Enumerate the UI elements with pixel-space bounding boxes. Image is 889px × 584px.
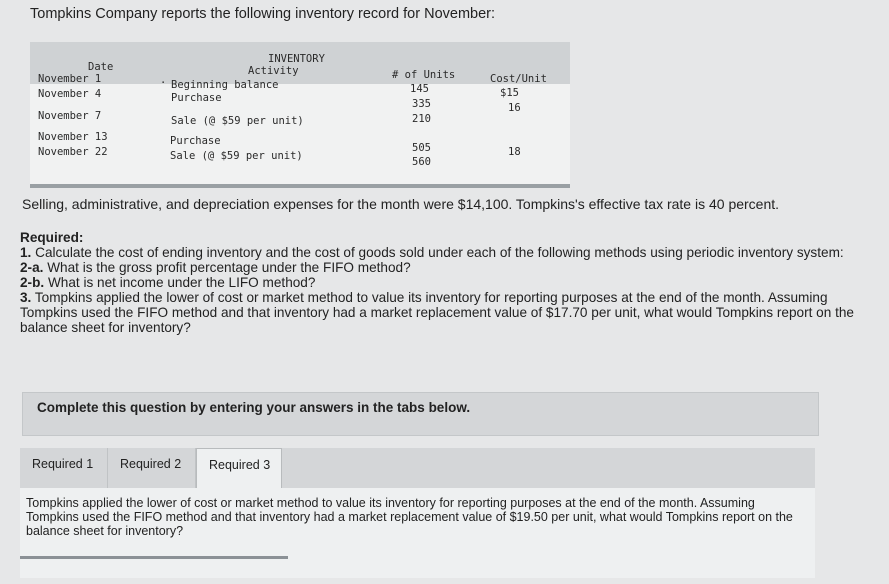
question-2b — [20, 275, 875, 290]
row2-date: November 4 — [38, 88, 102, 100]
question-3 — [20, 290, 875, 335]
header-cost: Cost/Unit — [490, 73, 547, 85]
header-inventory: INVENTORY — [268, 53, 325, 65]
intro-text: Tompkins Company reports the following inventory record for November: — [30, 6, 496, 22]
tab-bar — [20, 448, 815, 488]
inventory-table — [30, 42, 570, 188]
row1-bullet: · — [160, 77, 167, 89]
row2-cost: 16 — [508, 102, 521, 114]
question-1 — [20, 245, 875, 260]
required-section — [20, 230, 875, 335]
row3-units: 210 — [412, 113, 431, 125]
question-1-text: Calculate the cost of ending inventory and the cost of goods sold under each of the following methods using periodic inventory system: — [31, 245, 844, 260]
tab-required-2[interactable]: Required 2 — [108, 448, 196, 488]
header-activity: Activity — [248, 65, 299, 77]
instruction-text: Complete this question by entering your answers in the tabs below. — [37, 400, 471, 415]
header-date: Date — [88, 61, 114, 73]
row1-activity: Beginning balance — [171, 79, 279, 91]
row4-activity: Purchase — [170, 135, 221, 147]
question-2a-num: 2-a. — [20, 260, 44, 275]
row3-date: November 7 — [38, 110, 102, 122]
row4-date: November 13 — [38, 131, 108, 143]
progress-line — [20, 556, 288, 559]
required-label: Required: — [20, 230, 84, 245]
row1-date: November 1 — [38, 73, 102, 85]
instruction-banner — [22, 392, 819, 436]
question-3-num: 3. — [20, 290, 32, 305]
row2-units: 335 — [412, 98, 431, 110]
row5-date: November 22 — [38, 146, 108, 158]
row2-activity: Purchase — [171, 92, 222, 104]
question-3-text: Tompkins applied the lower of cost or market method to value its inventory for reporting purposes at the end of the month. Assuming Tompkins used the FIFO method and that inventory had a market replacement value of $17.70 per unit, what would Tompkins report on the balance sheet for inventory? — [20, 290, 854, 335]
answer-panel — [20, 488, 815, 578]
row4-units: 505 — [412, 142, 431, 154]
question-2b-text: What is net income under the LIFO method? — [44, 275, 316, 290]
question-2a — [20, 260, 875, 275]
row1-units: 145 — [410, 83, 429, 95]
answer-prompt: Tompkins applied the lower of cost or market method to value its inventory for reporting purposes at the end of the month. Assuming Tompkins used the FIFO method and that inventory had a market replacement value of $19.50 per unit, what would Tompkins report on the balance sheet for inventory? — [26, 496, 793, 538]
row1-cost: $15 — [500, 87, 519, 99]
question-2a-text: What is the gross profit percentage under the FIFO method? — [43, 260, 411, 275]
question-1-num: 1. — [20, 245, 32, 260]
expenses-text: Selling, administrative, and depreciation expenses for the month were $14,100. Tompkins's effective tax rate is 40 percent. — [22, 196, 780, 212]
row5-activity: Sale (@ $59 per unit) — [170, 150, 303, 162]
row5-units: 560 — [412, 156, 431, 168]
row3-activity: Sale (@ $59 per unit) — [171, 115, 304, 127]
header-units: # of Units — [392, 69, 456, 81]
question-2b-num: 2-b. — [20, 275, 45, 290]
tab-required-3[interactable]: Required 3 — [196, 448, 282, 490]
tab-required-1[interactable]: Required 1 — [20, 448, 108, 488]
row4-cost: 18 — [508, 146, 521, 158]
